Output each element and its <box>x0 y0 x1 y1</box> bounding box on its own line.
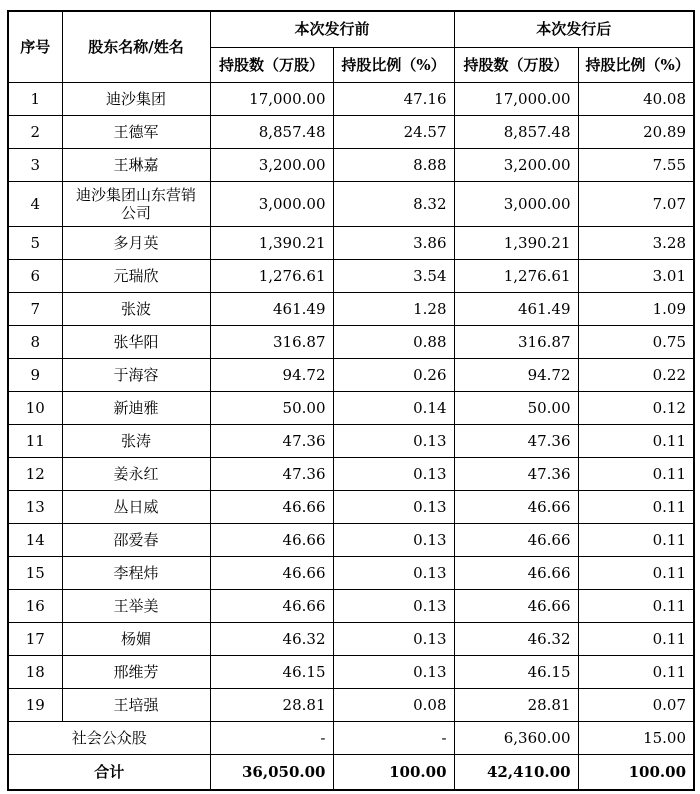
row-after-shares: 46.66 <box>454 523 578 556</box>
row-after-shares: 1,276.61 <box>454 259 578 292</box>
row-after-ratio: 7.55 <box>578 148 694 181</box>
row-after-shares: 47.36 <box>454 424 578 457</box>
row-before-shares: 47.36 <box>210 457 333 490</box>
table-row <box>8 523 694 556</box>
row-after-ratio: 0.11 <box>578 655 694 688</box>
table-row <box>8 115 694 148</box>
public-after-shares: 6,360.00 <box>454 721 578 754</box>
shareholding-table <box>7 10 695 791</box>
table-row-total <box>8 754 694 790</box>
row-before-ratio: 1.28 <box>333 292 454 325</box>
row-before-shares: 28.81 <box>210 688 333 721</box>
row-seq: 10 <box>8 391 62 424</box>
row-before-shares: 46.66 <box>210 556 333 589</box>
row-before-ratio: 8.88 <box>333 148 454 181</box>
header-before-ratio: 持股比例（%） <box>333 47 454 82</box>
row-seq: 14 <box>8 523 62 556</box>
row-before-ratio: 0.13 <box>333 589 454 622</box>
row-after-ratio: 0.11 <box>578 622 694 655</box>
total-before-shares: 36,050.00 <box>210 754 333 790</box>
row-name: 迪沙集团山东营销公司 <box>62 181 210 226</box>
row-name: 姜永红 <box>62 457 210 490</box>
row-seq: 1 <box>8 82 62 115</box>
header-before-shares: 持股数（万股） <box>210 47 333 82</box>
row-after-ratio: 0.11 <box>578 490 694 523</box>
row-after-ratio: 7.07 <box>578 181 694 226</box>
row-before-shares: 3,200.00 <box>210 148 333 181</box>
row-name: 于海容 <box>62 358 210 391</box>
row-after-shares: 28.81 <box>454 688 578 721</box>
row-seq: 2 <box>8 115 62 148</box>
row-before-ratio: 0.13 <box>333 523 454 556</box>
table-row <box>8 424 694 457</box>
row-after-ratio: 0.11 <box>578 589 694 622</box>
row-name: 元瑞欣 <box>62 259 210 292</box>
row-seq: 8 <box>8 325 62 358</box>
table-row <box>8 391 694 424</box>
header-after: 本次发行后 <box>454 11 694 47</box>
row-after-shares: 17,000.00 <box>454 82 578 115</box>
row-seq: 9 <box>8 358 62 391</box>
row-after-shares: 46.32 <box>454 622 578 655</box>
row-name: 邵爱春 <box>62 523 210 556</box>
row-before-shares: 1,276.61 <box>210 259 333 292</box>
table-row <box>8 589 694 622</box>
row-name: 多月英 <box>62 226 210 259</box>
row-seq: 6 <box>8 259 62 292</box>
table-row <box>8 226 694 259</box>
row-before-shares: 1,390.21 <box>210 226 333 259</box>
row-before-ratio: 0.13 <box>333 424 454 457</box>
row-before-ratio: 0.08 <box>333 688 454 721</box>
row-before-ratio: 0.88 <box>333 325 454 358</box>
row-before-shares: 46.66 <box>210 523 333 556</box>
row-after-shares: 46.66 <box>454 589 578 622</box>
total-label: 合计 <box>8 754 210 790</box>
row-name: 新迪雅 <box>62 391 210 424</box>
header-after-ratio: 持股比例（%） <box>578 47 694 82</box>
row-seq: 4 <box>8 181 62 226</box>
row-before-shares: 461.49 <box>210 292 333 325</box>
row-name: 张涛 <box>62 424 210 457</box>
row-after-ratio: 0.11 <box>578 523 694 556</box>
row-seq: 5 <box>8 226 62 259</box>
row-after-ratio: 20.89 <box>578 115 694 148</box>
row-after-shares: 3,000.00 <box>454 181 578 226</box>
row-after-shares: 3,200.00 <box>454 148 578 181</box>
table-row <box>8 556 694 589</box>
public-after-ratio: 15.00 <box>578 721 694 754</box>
header-after-shares: 持股数（万股） <box>454 47 578 82</box>
row-after-ratio: 0.75 <box>578 325 694 358</box>
row-after-ratio: 1.09 <box>578 292 694 325</box>
public-name: 社会公众股 <box>8 721 210 754</box>
header-name: 股东名称/姓名 <box>62 11 210 82</box>
table-row <box>8 358 694 391</box>
table-row <box>8 325 694 358</box>
row-before-ratio: 47.16 <box>333 82 454 115</box>
row-before-shares: 46.32 <box>210 622 333 655</box>
header-before: 本次发行前 <box>210 11 454 47</box>
row-before-shares: 94.72 <box>210 358 333 391</box>
table-row-public <box>8 721 694 754</box>
row-before-shares: 17,000.00 <box>210 82 333 115</box>
row-after-shares: 50.00 <box>454 391 578 424</box>
row-after-shares: 46.66 <box>454 556 578 589</box>
table-row <box>8 181 694 226</box>
row-after-ratio: 0.22 <box>578 358 694 391</box>
row-name: 王琳嘉 <box>62 148 210 181</box>
row-before-shares: 8,857.48 <box>210 115 333 148</box>
row-before-ratio: 0.13 <box>333 457 454 490</box>
row-before-ratio: 0.13 <box>333 655 454 688</box>
row-seq: 16 <box>8 589 62 622</box>
table-row <box>8 622 694 655</box>
row-after-ratio: 40.08 <box>578 82 694 115</box>
row-after-ratio: 0.11 <box>578 424 694 457</box>
row-after-ratio: 0.07 <box>578 688 694 721</box>
table-row <box>8 688 694 721</box>
row-seq: 11 <box>8 424 62 457</box>
public-before-ratio: - <box>333 721 454 754</box>
row-before-ratio: 0.13 <box>333 490 454 523</box>
row-after-ratio: 3.01 <box>578 259 694 292</box>
row-name: 王举美 <box>62 589 210 622</box>
row-before-shares: 47.36 <box>210 424 333 457</box>
row-before-shares: 46.66 <box>210 589 333 622</box>
row-after-ratio: 0.12 <box>578 391 694 424</box>
row-before-ratio: 0.26 <box>333 358 454 391</box>
row-after-shares: 1,390.21 <box>454 226 578 259</box>
row-seq: 7 <box>8 292 62 325</box>
row-after-shares: 461.49 <box>454 292 578 325</box>
row-before-ratio: 0.14 <box>333 391 454 424</box>
row-seq: 13 <box>8 490 62 523</box>
row-after-ratio: 0.11 <box>578 457 694 490</box>
row-before-shares: 3,000.00 <box>210 181 333 226</box>
row-seq: 12 <box>8 457 62 490</box>
row-before-ratio: 0.13 <box>333 622 454 655</box>
row-before-shares: 50.00 <box>210 391 333 424</box>
row-before-ratio: 24.57 <box>333 115 454 148</box>
total-before-ratio: 100.00 <box>333 754 454 790</box>
header-seq: 序号 <box>8 11 62 82</box>
table-row <box>8 490 694 523</box>
row-before-ratio: 0.13 <box>333 556 454 589</box>
row-name: 王培强 <box>62 688 210 721</box>
row-name: 李程炜 <box>62 556 210 589</box>
row-before-ratio: 8.32 <box>333 181 454 226</box>
row-name: 王德军 <box>62 115 210 148</box>
total-after-shares: 42,410.00 <box>454 754 578 790</box>
table-row <box>8 292 694 325</box>
table-row <box>8 82 694 115</box>
row-before-shares: 316.87 <box>210 325 333 358</box>
row-name: 杨媚 <box>62 622 210 655</box>
row-seq: 18 <box>8 655 62 688</box>
row-before-shares: 46.15 <box>210 655 333 688</box>
row-after-ratio: 0.11 <box>578 556 694 589</box>
table-body <box>8 82 694 790</box>
row-name: 迪沙集团 <box>62 82 210 115</box>
row-seq: 19 <box>8 688 62 721</box>
row-seq: 17 <box>8 622 62 655</box>
table-row <box>8 655 694 688</box>
row-name: 邢维芳 <box>62 655 210 688</box>
table-row <box>8 259 694 292</box>
row-before-shares: 46.66 <box>210 490 333 523</box>
table-row <box>8 457 694 490</box>
row-seq: 15 <box>8 556 62 589</box>
row-name: 张波 <box>62 292 210 325</box>
public-before-shares: - <box>210 721 333 754</box>
row-name: 丛日威 <box>62 490 210 523</box>
row-seq: 3 <box>8 148 62 181</box>
row-after-shares: 47.36 <box>454 457 578 490</box>
row-after-shares: 46.66 <box>454 490 578 523</box>
row-before-ratio: 3.86 <box>333 226 454 259</box>
row-name: 张华阳 <box>62 325 210 358</box>
row-after-shares: 8,857.48 <box>454 115 578 148</box>
row-after-shares: 94.72 <box>454 358 578 391</box>
row-after-shares: 316.87 <box>454 325 578 358</box>
row-before-ratio: 3.54 <box>333 259 454 292</box>
table-row <box>8 148 694 181</box>
row-after-shares: 46.15 <box>454 655 578 688</box>
total-after-ratio: 100.00 <box>578 754 694 790</box>
header-row-1 <box>8 11 694 47</box>
row-after-ratio: 3.28 <box>578 226 694 259</box>
